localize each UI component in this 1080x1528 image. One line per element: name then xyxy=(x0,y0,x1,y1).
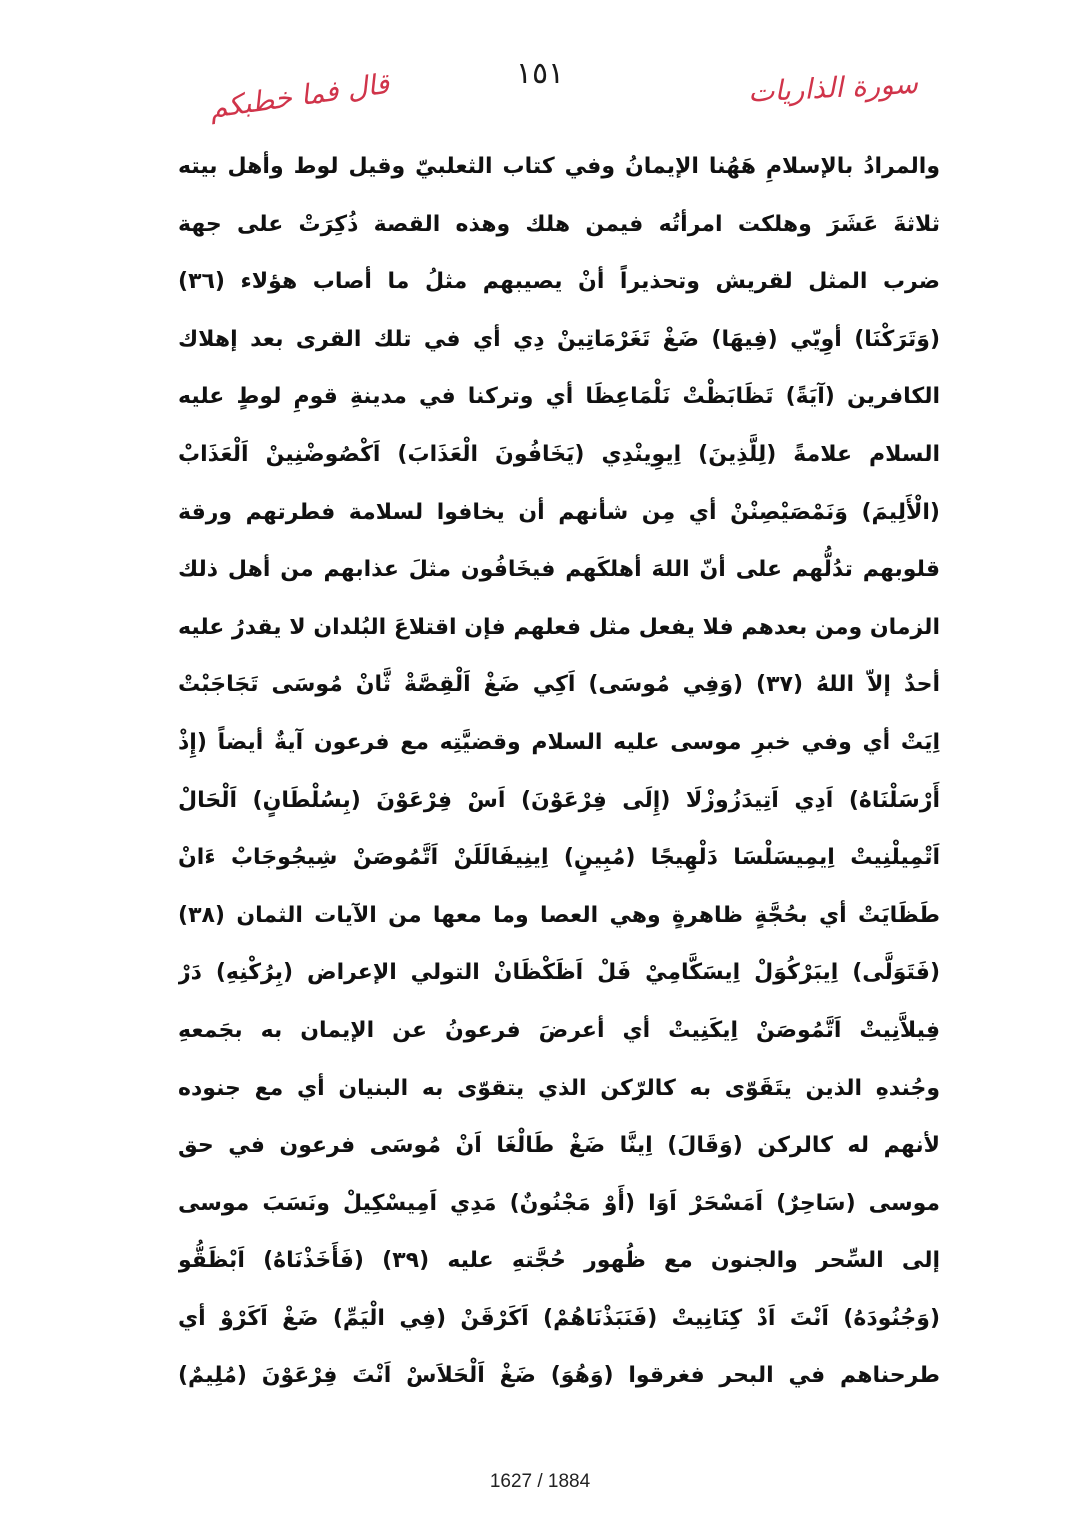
handwritten-surah-note: سورة الذاريات xyxy=(747,66,919,109)
text-line: طَظَايَتْ أي بحُجَّةٍ ظاهرةٍ وهي العصا وما معها من الآيات الثمان (٣٨) xyxy=(178,902,940,928)
text-line: إلى السِّحر والجنون مع ظُهور حُجَّتهِ عليه (٣٩) (فَأَخَذْنَاهُ) اَبْظَقُّو xyxy=(178,1248,940,1274)
text-line: قلوبهم تدُلُّهم على أنّ اللهَ أهلكَهم فيخَافُون مثلَ عذابهم من أهل ذلك xyxy=(178,557,940,583)
text-line: وجُندهِ الذين يتَقَوّى به كالرّكن الذي يتقوّى به البنيان أي مع جنوده xyxy=(178,1075,940,1101)
text-line: اِيَتْ أي وفي خبرِ موسى عليه السلام وقضيَّتِه مع فرعون آيةٌ أيضاً (إِذْ xyxy=(178,729,940,755)
text-line: الكافرين (آيَةً) تَظَابَظْتْ نَلْمَاعِظَا أي وتركنا في مدينةِ قومِ لوطٍ عليه xyxy=(178,384,940,410)
text-line: (وَتَرَكْنَا) أوِيّي (فِيهَا) ضَغْ تَغَرْمَاتِينْ دِي أي في تلك القرى بعد إهلاك xyxy=(178,326,940,352)
text-line: فِيلاَّنِيتْ اَتَّمُوصَنْ اِيكَنِيتْ أي أعرضَ فرعونُ عن الإيمان به بجَمعهِ xyxy=(178,1017,940,1043)
text-line: الزمان ومن بعدهم فلا يفعل مثل فعلهم فإن اقتلاعَ البُلدان لا يقدرُ عليه xyxy=(178,614,940,640)
page-number: ١٥١ xyxy=(515,56,565,91)
text-line: (فَتَوَلَّى) اِيبَرْكُوَلْ اِيسَكَّامِيْ فَلْ اَظَكْظَانْ التولي الإعراض (بِرُكْنِهِ) دَرْ xyxy=(178,960,940,986)
text-line: والمرادُ بالإسلامِ هَهُنا الإيمانُ وفي كتاب الثعلبيّ وقيل لوط وأهل بيته xyxy=(178,154,940,179)
text-line: اَتْمِيلْنِيتْ اِيمِيسَلْسَا دَلْهِيجًا (مُبِينٍ) اِينِيفَالَلَنْ اَتَّمُوصَنْ شِيجُوجَابْ ءَانْ xyxy=(178,845,940,871)
text-line: (الْأَلِيمَ) وَنَمْصَيْصِنْنْ أي مِن شأنهم أن يخافوا لسلامة فطرتهم ورقة xyxy=(178,499,940,525)
page-counter: 1627 / 1884 xyxy=(489,1471,591,1492)
text-line: (وَجُنُودَهُ) اَنْتَ اَدْ كِنَانِيتْ (فَنَبَذْنَاهُمْ) اَكَرْقَنْ (فِي الْيَمِّ) ضَغْ اَكَرْوْ أي xyxy=(178,1305,940,1331)
text-line: أَرْسَلْنَاهُ) اَدِي اَتِيدَزُوزْلَا (إِلَى فِرْعَوْنَ) اَسْ فِرْعَوْنَ (بِسُلْطَانٍ) اَلْحَالْ xyxy=(178,787,940,813)
text-line: السلام علامةً (لِلَّذِينَ) اِيوِينْدِي (يَخَافُونَ الْعَذَابَ) اَكْصُوضْنِينْ اَلْعَذَابْ xyxy=(178,441,940,467)
text-line: لأنهم له كالركن (وَقَالَ) اِينَّا ضَغْ طَالْغَا اَنْ مُوسَى فرعون في حق xyxy=(178,1133,940,1159)
text-line: طرحناهم في البحر فغرقوا (وَهُوَ) ضَغْ اَلْحَلاَسْ اَنْتَ فِرْعَوْنَ (مُلِيمٌ) xyxy=(178,1363,940,1389)
body-text xyxy=(178,138,940,1405)
text-line: ضرب المثل لقريش وتحذيراً أنْ يصيبهم مثلُ ما أصاب هؤلاء (٣٦) xyxy=(178,269,940,295)
text-line: ثلاثةَ عَشَرَ وهلكت امرأتُه فيمن هلك وهذه القصة ذُكِرَتْ على جهة xyxy=(178,211,940,237)
text-line: موسى (سَاحِرٌ) اَمَسْحَرْ اَوَا (أَوْ مَجْنُونٌ) مَدِي اَمِيسْكِيلْ ونَسَبَ موسى xyxy=(178,1190,940,1216)
handwritten-margin-note: قال فما خطبكم xyxy=(207,66,392,125)
text-line: أحدٌ إلاّ اللهُ (٣٧) (وَفِي مُوسَى) اَكِي ضَغْ اَلْقِصَّةْ ثَّانْ مُوسَى تَجَاجَبْتْ xyxy=(178,672,940,698)
